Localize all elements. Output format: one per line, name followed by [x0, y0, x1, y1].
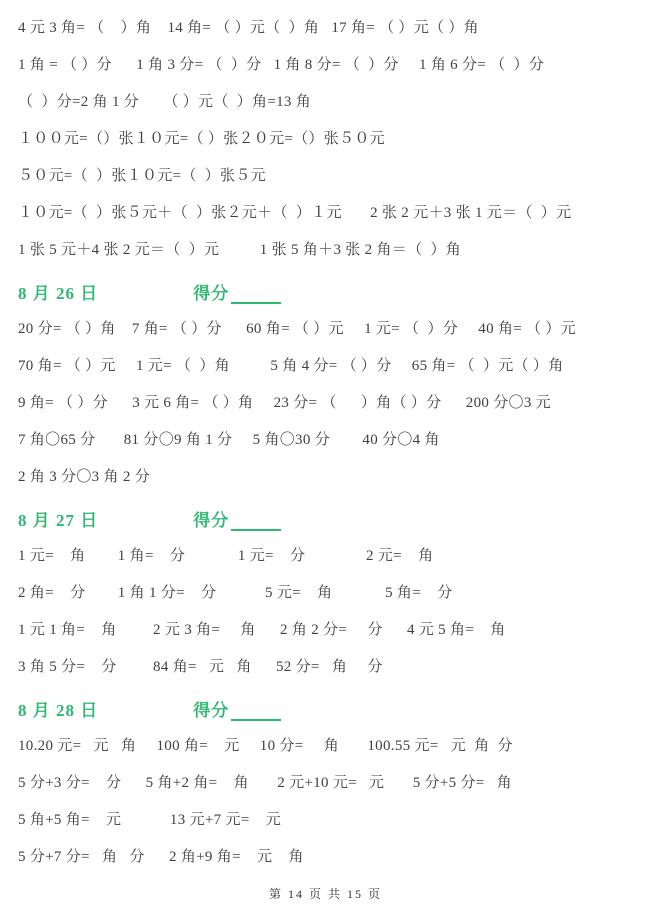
score-field [193, 279, 281, 304]
score-field [193, 506, 281, 531]
page-number-footer: 第 14 页 共 15 页 [268, 887, 382, 901]
worksheet-line: 1 元= 角 1 角= 分 1 元= 分 2 元= 角 [18, 548, 434, 564]
score-label: 得分 [193, 283, 230, 303]
worksheet-line: 1 角 = （ ）分 1 角 3 分= （ ）分 1 角 8 分= （ ）分 1 角 6 分= （ ）分 [18, 57, 545, 73]
worksheet-line: 2 角 3 分〇3 角 2 分 [18, 469, 151, 485]
worksheet-line: 5 角+5 角= 元 13 元+7 元= 元 [18, 812, 282, 828]
score-label: 得分 [193, 510, 230, 530]
worksheet-line: １００元=（）张１０元=（ ）张２０元=（）张５０元 [18, 131, 385, 147]
section-header-aug27 [18, 498, 641, 538]
date-label: 8 月 28 日 [18, 700, 99, 720]
worksheet-line: ５０元=（ ）张１０元=（ ）张５元 [18, 168, 266, 184]
worksheet-line: １０元=（ ）张５元＋（ ）张２元＋（ ）１元 2 张 2 元＋3 张 1 元＝（ ）元 [18, 205, 572, 221]
worksheet-line: 20 分= （ ）角 7 角= （ ）分 60 角= （ ）元 1 元= （ ）分 40 角= （ ）元 [18, 321, 576, 337]
worksheet-line: 5 分+3 分= 分 5 角+2 角= 角 2 元+10 元= 元 5 分+5 分= 角 [18, 775, 512, 791]
score-blank-line [231, 290, 281, 304]
worksheet-line: 1 张 5 元＋4 张 2 元＝（ ）元 1 张 5 角＋3 张 2 角＝（ ）角 [18, 242, 462, 258]
worksheet-line: 10.20 元= 元 角 100 角= 元 10 分= 角 100.55 元= 元 角 分 [18, 738, 513, 754]
worksheet-line: 5 分+7 分= 角 分 2 角+9 角= 元 角 [18, 849, 304, 865]
section-header-aug28 [18, 688, 641, 728]
worksheet-line: 3 角 5 分= 分 84 角= 元 角 52 分= 角 分 [18, 659, 383, 675]
worksheet-line: 7 角〇65 分 81 分〇9 角 1 分 5 角〇30 分 40 分〇4 角 [18, 432, 440, 448]
score-blank-line [231, 707, 281, 721]
score-blank-line [231, 517, 281, 531]
worksheet-line: 9 角= （ ）分 3 元 6 角= （ ）角 23 分= （ ）角（ ）分 200 分〇3 元 [18, 395, 551, 411]
date-label: 8 月 27 日 [18, 510, 99, 530]
date-label: 8 月 26 日 [18, 283, 99, 303]
worksheet-line: 4 元 3 角= （ ）角 14 角= （ ）元（ ）角 17 角= （ ）元（ ）角 [18, 20, 479, 36]
score-field [193, 696, 281, 721]
score-label: 得分 [193, 700, 230, 720]
worksheet-line: （ ）分=2 角 1 分 （ ）元（ ）角=13 角 [18, 94, 312, 110]
worksheet-line: 1 元 1 角= 角 2 元 3 角= 角 2 角 2 分= 分 4 元 5 角= 角 [18, 622, 506, 638]
worksheet-line: 2 角= 分 1 角 1 分= 分 5 元= 角 5 角= 分 [18, 585, 453, 601]
worksheet-line: 70 角= （ ）元 1 元= （ ）角 5 角 4 分= （ ）分 65 角= （ ）元（ ）角 [18, 358, 564, 374]
section-header-aug26 [18, 271, 641, 311]
